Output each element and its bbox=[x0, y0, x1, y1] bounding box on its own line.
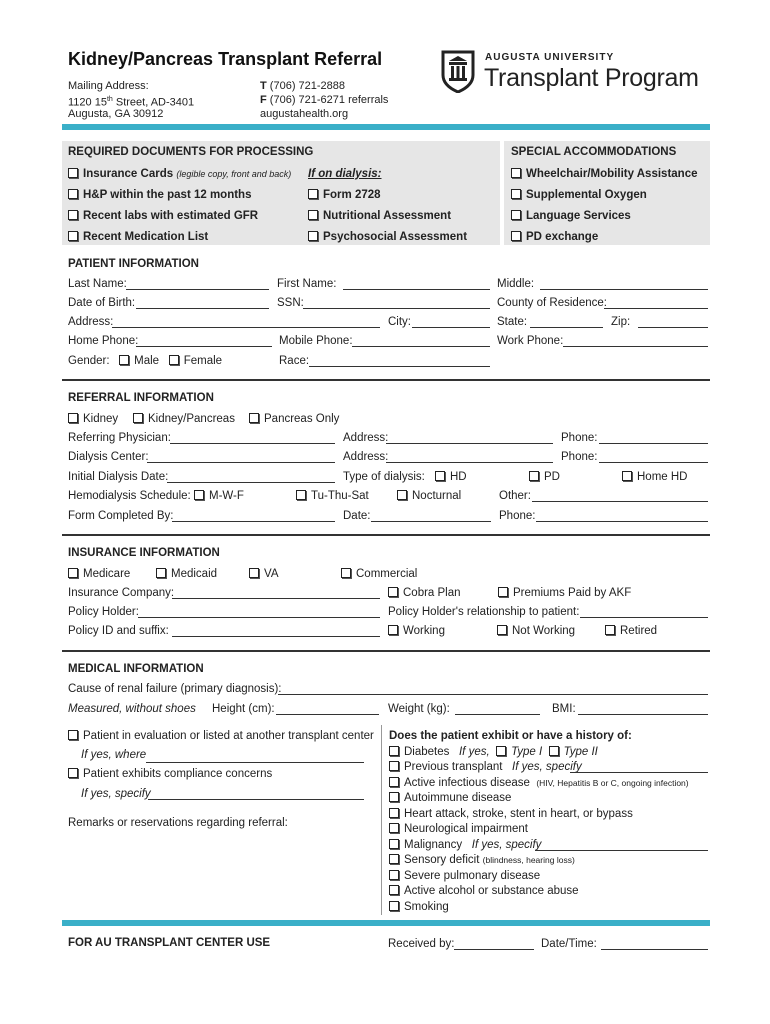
checkbox-icon[interactable] bbox=[194, 490, 204, 500]
weight-label: Weight (kg): bbox=[388, 703, 450, 715]
form-title: Kidney/Pancreas Transplant Referral bbox=[68, 49, 383, 69]
checkbox-icon[interactable] bbox=[68, 730, 78, 740]
malignancy-label: Malignancy bbox=[404, 839, 463, 851]
ins-medicaid[interactable] bbox=[156, 567, 217, 581]
cause-label: Cause of renal failure (primary diagnosis): bbox=[68, 683, 282, 695]
phone-line bbox=[260, 79, 345, 93]
nocturnal-label: Nocturnal bbox=[412, 490, 462, 502]
website[interactable]: augustahealth.org bbox=[260, 108, 349, 120]
commercial-label: Commercial bbox=[356, 568, 418, 580]
type-dialysis-label: Type of dialysis: bbox=[343, 471, 425, 483]
kidney-label: Kidney bbox=[83, 413, 119, 425]
gender-row bbox=[68, 354, 222, 368]
policy-id-field[interactable] bbox=[172, 636, 380, 637]
checkbox-icon[interactable] bbox=[308, 231, 318, 241]
dc-phone-label: Phone: bbox=[561, 451, 598, 463]
county-field[interactable] bbox=[604, 308, 708, 309]
male-label: Male bbox=[134, 355, 160, 367]
checkbox-icon[interactable] bbox=[388, 625, 398, 635]
checkbox-icon[interactable] bbox=[389, 777, 399, 787]
completed-by-field[interactable] bbox=[172, 521, 335, 522]
checkbox-icon[interactable] bbox=[605, 625, 615, 635]
checkbox-icon[interactable] bbox=[389, 901, 399, 911]
other-center-label: Patient in evaluation or listed at another transplant center bbox=[83, 730, 374, 742]
hist-malignancy[interactable] bbox=[389, 838, 541, 852]
checkbox-icon[interactable] bbox=[511, 231, 521, 241]
acc-oxygen-label: Supplemental Oxygen bbox=[526, 189, 647, 201]
checkbox-icon[interactable] bbox=[68, 768, 78, 778]
mailing-address-label: Mailing Address: bbox=[68, 80, 149, 92]
dc-address-label: Address: bbox=[343, 451, 389, 463]
alcohol-label: Active alcohol or substance abuse bbox=[404, 885, 579, 897]
middle-field[interactable] bbox=[540, 289, 708, 290]
neuro-label: Neurological impairment bbox=[404, 823, 528, 835]
state-label: State: bbox=[497, 316, 528, 328]
acc-language-label: Language Services bbox=[526, 210, 631, 222]
schedule-mwf[interactable] bbox=[194, 489, 244, 503]
checkbox-icon[interactable] bbox=[389, 870, 399, 880]
hist-prev-transplant[interactable] bbox=[389, 760, 582, 774]
au-use-title: FOR AU TRANSPLANT CENTER USE bbox=[68, 937, 271, 949]
prev-transplant-label: Previous transplant bbox=[404, 761, 503, 773]
column-divider bbox=[381, 725, 382, 915]
sensory-note: (blindness, hearing loss) bbox=[482, 855, 575, 865]
city-label: City: bbox=[388, 316, 411, 328]
zip-label: Zip: bbox=[611, 316, 631, 328]
retired-label: Retired bbox=[620, 625, 658, 637]
ref-phone-label: Phone: bbox=[561, 432, 598, 444]
weight-field[interactable] bbox=[455, 714, 540, 715]
first-name-field[interactable] bbox=[343, 289, 490, 290]
organ-pancreas-only[interactable] bbox=[249, 412, 339, 426]
measured-note: Measured, without shoes bbox=[68, 703, 196, 715]
female-label: Female bbox=[183, 355, 223, 367]
if-yes-where-field[interactable] bbox=[146, 762, 364, 763]
zip-field[interactable] bbox=[638, 327, 708, 328]
insurance-note: (legible copy, front and back) bbox=[176, 169, 292, 179]
checkbox-icon[interactable] bbox=[68, 568, 78, 578]
patient-info-title: PATIENT INFORMATION bbox=[68, 258, 199, 270]
ins-commercial[interactable] bbox=[341, 567, 417, 581]
infectious-note: (HIV, Hepatitis B or C, ongoing infection) bbox=[536, 778, 689, 788]
checkbox-icon[interactable] bbox=[497, 625, 507, 635]
req-labs-label: Recent labs with estimated GFR bbox=[83, 210, 259, 222]
hist-autoimmune[interactable] bbox=[389, 791, 511, 805]
checkbox-icon[interactable] bbox=[435, 471, 445, 481]
medical-info-title: MEDICAL INFORMATION bbox=[68, 663, 204, 675]
malignancy-field[interactable] bbox=[535, 850, 708, 851]
req-hp-label: H&P within the past 12 months bbox=[83, 189, 252, 201]
header-divider bbox=[62, 124, 710, 130]
phone-label: T bbox=[260, 80, 267, 92]
heart-label: Heart attack, stroke, stent in heart, or bypass bbox=[404, 808, 633, 820]
acc-wheelchair[interactable] bbox=[511, 167, 697, 181]
mobile-phone-field[interactable] bbox=[352, 346, 490, 347]
req-nutritional[interactable] bbox=[308, 209, 451, 223]
checkbox-icon[interactable] bbox=[389, 761, 399, 771]
pulmonary-label: Severe pulmonary disease bbox=[404, 870, 541, 882]
ins-company-field[interactable] bbox=[172, 598, 380, 599]
hd-label: HD bbox=[450, 471, 467, 483]
checkbox-icon[interactable] bbox=[68, 189, 78, 199]
schedule-label: Hemodialysis Schedule: bbox=[68, 490, 191, 502]
ref-physician-field[interactable] bbox=[170, 443, 335, 444]
remarks-label: Remarks or reservations regarding referral: bbox=[68, 817, 288, 829]
received-by-field[interactable] bbox=[454, 949, 534, 950]
checkbox-icon[interactable] bbox=[389, 839, 399, 849]
home-hd-label: Home HD bbox=[637, 471, 688, 483]
dc-address-field[interactable] bbox=[386, 462, 553, 463]
req-insurance-label: Insurance Cards bbox=[83, 168, 174, 180]
shield-logo-icon bbox=[440, 49, 476, 93]
history-title: Does the patient exhibit or have a history of: bbox=[389, 730, 632, 742]
middle-label: Middle: bbox=[497, 278, 535, 290]
phone-value: (706) 721-2888 bbox=[269, 80, 346, 92]
first-name-label: First Name: bbox=[277, 278, 337, 290]
checkbox-icon[interactable] bbox=[249, 568, 259, 578]
schedule-other-field[interactable] bbox=[532, 501, 708, 502]
schedule-nocturnal[interactable] bbox=[397, 489, 461, 503]
checkbox-icon[interactable] bbox=[389, 746, 399, 756]
checkbox-icon[interactable] bbox=[511, 189, 521, 199]
diabetes-ifyes: If yes, bbox=[458, 746, 490, 758]
fax-line bbox=[260, 93, 388, 107]
akf-label: Premiums Paid by AKF bbox=[513, 587, 632, 599]
address-label: Address: bbox=[68, 316, 114, 328]
ins-medicare[interactable] bbox=[68, 567, 130, 581]
logo-university: AUGUSTA UNIVERSITY bbox=[485, 52, 615, 63]
referral-info-title: REFERRAL INFORMATION bbox=[68, 392, 214, 404]
section-divider bbox=[62, 534, 710, 536]
checkbox-icon[interactable] bbox=[622, 471, 632, 481]
acc-wheelchair-label: Wheelchair/Mobility Assistance bbox=[526, 168, 698, 180]
received-by-label: Received by: bbox=[388, 938, 455, 950]
completed-phone-label: Phone: bbox=[499, 510, 536, 522]
ref-phone-field[interactable] bbox=[599, 443, 708, 444]
prev-specify-label: If yes, specify bbox=[512, 761, 582, 773]
augusta-logo bbox=[440, 49, 710, 97]
req-medication-label: Recent Medication List bbox=[83, 231, 209, 243]
logo-program: Transplant Program bbox=[484, 64, 699, 92]
relationship-field[interactable] bbox=[580, 617, 708, 618]
hist-sensory[interactable] bbox=[389, 853, 575, 867]
compliance-specify-label: If yes, specify bbox=[81, 788, 151, 800]
last-name-label: Last Name: bbox=[68, 278, 127, 290]
checkbox-icon[interactable] bbox=[389, 885, 399, 895]
addr-sup: th bbox=[106, 96, 113, 103]
policy-holder-label: Policy Holder: bbox=[68, 606, 139, 618]
hist-pulmonary[interactable] bbox=[389, 869, 540, 883]
work-phone-label: Work Phone: bbox=[497, 335, 564, 347]
acc-language[interactable] bbox=[511, 209, 631, 223]
checkbox-icon[interactable] bbox=[389, 823, 399, 833]
req-medication[interactable] bbox=[68, 230, 208, 244]
compliance-checkbox[interactable] bbox=[68, 767, 272, 781]
addr-street: Street, AD-3401 bbox=[112, 96, 195, 109]
type1-label: Type I bbox=[511, 746, 543, 758]
home-phone-label: Home Phone: bbox=[68, 335, 139, 347]
initial-date-field[interactable] bbox=[167, 482, 335, 483]
mobile-phone-label: Mobile Phone: bbox=[279, 335, 353, 347]
gender-label: Gender: bbox=[68, 355, 110, 367]
checkbox-icon[interactable] bbox=[156, 568, 166, 578]
height-label: Height (cm): bbox=[212, 703, 275, 715]
ref-address-field[interactable] bbox=[386, 443, 553, 444]
completed-by-label: Form Completed By: bbox=[68, 510, 174, 522]
dialysis-home-hd[interactable] bbox=[622, 470, 687, 484]
organ-kidney-pancreas[interactable] bbox=[133, 412, 235, 426]
dialysis-center-label: Dialysis Center: bbox=[68, 451, 149, 463]
va-label: VA bbox=[264, 568, 279, 580]
hist-alcohol[interactable] bbox=[389, 884, 579, 898]
autoimmune-label: Autoimmune disease bbox=[404, 792, 512, 804]
req-form-label: Form 2728 bbox=[323, 189, 381, 201]
required-docs-title: REQUIRED DOCUMENTS FOR PROCESSING bbox=[68, 146, 314, 158]
smoking-label: Smoking bbox=[404, 901, 449, 913]
acc-pd-label: PD exchange bbox=[526, 231, 599, 243]
home-phone-field[interactable] bbox=[136, 346, 272, 347]
ins-akf[interactable] bbox=[498, 586, 631, 600]
ssn-field[interactable] bbox=[303, 308, 490, 309]
malignancy-specify-label: If yes, specify bbox=[471, 839, 542, 851]
checkbox-icon[interactable] bbox=[68, 210, 78, 220]
req-psychosocial[interactable] bbox=[308, 230, 467, 244]
hist-infectious[interactable] bbox=[389, 776, 689, 790]
hist-heart[interactable] bbox=[389, 807, 633, 821]
status-retired[interactable] bbox=[605, 624, 657, 638]
ins-va[interactable] bbox=[249, 567, 279, 581]
datetime-field[interactable] bbox=[601, 949, 708, 950]
fax-label: F bbox=[260, 94, 267, 106]
infectious-label: Active infectious disease bbox=[404, 777, 530, 789]
acc-pd[interactable] bbox=[511, 230, 598, 244]
bmi-label: BMI: bbox=[552, 703, 576, 715]
hist-neuro[interactable] bbox=[389, 822, 528, 836]
policy-holder-field[interactable] bbox=[138, 617, 380, 618]
sensory-label: Sensory deficit bbox=[404, 854, 480, 866]
other-center-checkbox[interactable] bbox=[68, 729, 374, 743]
req-insurance-cards[interactable] bbox=[68, 167, 291, 181]
not-working-label: Not Working bbox=[512, 625, 576, 637]
compliance-label: Patient exhibits compliance concerns bbox=[83, 768, 273, 780]
special-accommodations-title: SPECIAL ACCOMMODATIONS bbox=[511, 146, 677, 158]
state-field[interactable] bbox=[530, 327, 603, 328]
dc-phone-field[interactable] bbox=[599, 462, 708, 463]
checkbox-icon[interactable] bbox=[308, 210, 318, 220]
hist-diabetes[interactable] bbox=[389, 745, 598, 759]
req-hp[interactable] bbox=[68, 188, 251, 202]
work-phone-field[interactable] bbox=[563, 346, 708, 347]
addr-number: 1120 15 bbox=[68, 96, 107, 109]
dialysis-center-field[interactable] bbox=[147, 462, 335, 463]
checkbox-icon[interactable] bbox=[296, 490, 306, 500]
working-label: Working bbox=[403, 625, 445, 637]
completed-date-label: Date: bbox=[343, 510, 371, 522]
fax-value: (706) 721-6271 referrals bbox=[269, 94, 389, 106]
completed-date-field[interactable] bbox=[371, 521, 491, 522]
initial-date-label: Initial Dialysis Date: bbox=[68, 471, 169, 483]
checkbox-icon[interactable] bbox=[308, 189, 318, 199]
req-labs[interactable] bbox=[68, 209, 258, 223]
checkbox-icon[interactable] bbox=[397, 490, 407, 500]
status-not-working[interactable] bbox=[497, 624, 575, 638]
checkbox-icon[interactable] bbox=[133, 413, 143, 423]
address-field[interactable] bbox=[112, 327, 380, 328]
dialysis-pd[interactable] bbox=[529, 470, 560, 484]
pd-label: PD bbox=[544, 471, 560, 483]
cause-field[interactable] bbox=[278, 694, 708, 695]
checkbox-icon[interactable] bbox=[249, 413, 259, 423]
checkbox-icon[interactable] bbox=[389, 854, 399, 864]
checkbox-type2[interactable] bbox=[549, 746, 559, 756]
relationship-label: Policy Holder's relationship to patient: bbox=[388, 606, 580, 618]
ins-cobra[interactable] bbox=[388, 586, 461, 600]
policy-id-label: Policy ID and suffix: bbox=[68, 625, 169, 637]
mwf-label: M-W-F bbox=[209, 490, 244, 502]
req-nutritional-label: Nutritional Assessment bbox=[323, 210, 452, 222]
dob-label: Date of Birth: bbox=[68, 297, 136, 309]
completed-phone-field[interactable] bbox=[536, 521, 708, 522]
checkbox-icon[interactable] bbox=[389, 792, 399, 802]
cobra-label: Cobra Plan bbox=[403, 587, 461, 599]
last-name-field[interactable] bbox=[126, 289, 269, 290]
checkbox-icon[interactable] bbox=[389, 808, 399, 818]
if-yes-where-label: If yes, where bbox=[81, 749, 147, 761]
schedule-tts[interactable] bbox=[296, 489, 369, 503]
ref-physician-label: Referring Physician: bbox=[68, 432, 171, 444]
race-label: Race: bbox=[279, 355, 310, 367]
hist-smoking[interactable] bbox=[389, 900, 449, 914]
diabetes-label: Diabetes bbox=[404, 746, 450, 758]
checkbox-icon[interactable] bbox=[511, 210, 521, 220]
datetime-label: Date/Time: bbox=[541, 938, 597, 950]
medicaid-label: Medicaid bbox=[171, 568, 218, 580]
dob-field[interactable] bbox=[136, 308, 269, 309]
checkbox-icon[interactable] bbox=[388, 587, 398, 597]
checkbox-type1[interactable] bbox=[496, 746, 506, 756]
acc-oxygen[interactable] bbox=[511, 188, 647, 202]
checkbox-male[interactable] bbox=[119, 355, 129, 365]
dialysis-subtitle: If on dialysis: bbox=[308, 168, 382, 180]
bmi-field[interactable] bbox=[578, 714, 708, 715]
checkbox-icon[interactable] bbox=[68, 168, 78, 178]
compliance-specify-field[interactable] bbox=[148, 799, 364, 800]
footer-divider bbox=[62, 920, 710, 926]
race-field[interactable] bbox=[309, 366, 490, 367]
tts-label: Tu-Thu-Sat bbox=[311, 490, 369, 502]
organ-kidney[interactable] bbox=[68, 412, 118, 426]
checkbox-icon[interactable] bbox=[68, 413, 78, 423]
city-field[interactable] bbox=[412, 327, 490, 328]
checkbox-icon[interactable] bbox=[529, 471, 539, 481]
mailing-address-line2: Augusta, GA 30912 bbox=[68, 108, 164, 120]
ins-company-label: Insurance Company: bbox=[68, 587, 175, 599]
req-psychosocial-label: Psychosocial Assessment bbox=[323, 231, 468, 243]
section-divider bbox=[62, 650, 710, 652]
section-divider bbox=[62, 379, 710, 381]
req-form-2728[interactable] bbox=[308, 188, 381, 202]
ssn-label: SSN: bbox=[277, 297, 304, 309]
checkbox-icon[interactable] bbox=[341, 568, 351, 578]
checkbox-female[interactable] bbox=[169, 355, 179, 365]
checkbox-icon[interactable] bbox=[68, 231, 78, 241]
county-label: County of Residence: bbox=[497, 297, 607, 309]
checkbox-icon[interactable] bbox=[511, 168, 521, 178]
height-field[interactable] bbox=[276, 714, 379, 715]
status-working[interactable] bbox=[388, 624, 445, 638]
medicare-label: Medicare bbox=[83, 568, 131, 580]
prev-transplant-field[interactable] bbox=[570, 772, 708, 773]
insurance-info-title: INSURANCE INFORMATION bbox=[68, 547, 220, 559]
pancreas-only-label: Pancreas Only bbox=[264, 413, 340, 425]
kidney-pancreas-label: Kidney/Pancreas bbox=[148, 413, 235, 425]
checkbox-icon[interactable] bbox=[498, 587, 508, 597]
schedule-other-label: Other: bbox=[499, 490, 531, 502]
type2-label: Type II bbox=[563, 746, 598, 758]
dialysis-hd[interactable] bbox=[435, 470, 467, 484]
ref-address-label: Address: bbox=[343, 432, 389, 444]
